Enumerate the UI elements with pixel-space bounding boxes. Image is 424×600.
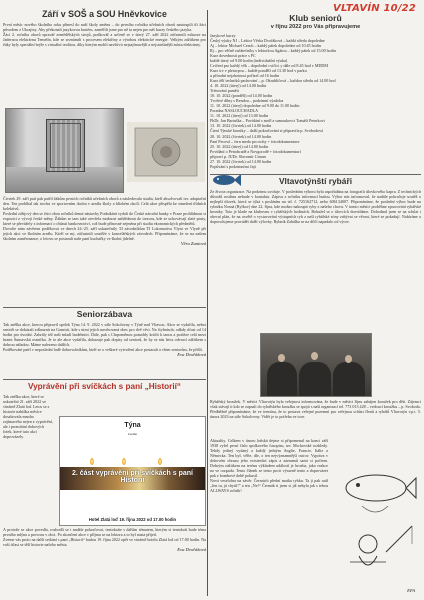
zari-article xyxy=(3,10,206,47)
rybari-paragraph-5: Nová veselohra na závěr. Čermách přední matka rybku. Ta ji pak radí „Jen tu, já chytil!” a ten „Ne!“ Čermák ti jsem si již nebyla jak s tebou ALLWAYS ročník! xyxy=(210,478,328,494)
klub-subtitle: v říjnu 2022 pro Vás připravujeme xyxy=(270,24,361,31)
klub-program-item: 11. 10. 2022 (úterý) dopoledne od 9.00 do 11.00 hodin xyxy=(210,103,300,109)
klub-program-item: Kurz dovednosti práce s PC xyxy=(210,52,256,58)
klub-program-item: 20. 10. 2022 (čtvrtek) od 14.00 hodin xyxy=(210,133,272,139)
rybari-signature: EFA xyxy=(407,588,415,593)
klub-program-item: Český výuky NJ – Lektor Věrka Dvořáková – každá středa dopoledne xyxy=(210,37,325,43)
zari-paragraph-4: Dovolte nám závěrem poděkovat ve dnech 24.-25. září uskutečnily 33 závodníkům TJ Lokomotiva Vlyni ve Vlyně při jejich akci ve školním areálu. Kteří se mj. zúčastnili soutěže v kancelářských závodech. Připomínáme, že se na našem školním zaměstnance, o letovu se postarali naše paní kuchařky ve školní jídelně. xyxy=(3,226,206,242)
vypraveni-signature: Eva Dvořáková xyxy=(177,547,206,553)
klub-program-item: Trénování paměti xyxy=(210,88,239,94)
seniorzabava-signature: Eva Dvořáková xyxy=(177,352,206,358)
klub-program-item: Povídání o Petrohradě a Novgorodě + fotodokumentací xyxy=(210,148,301,154)
klub-program-item: PhDr. Jan Bartuška – Povídání s mořl a samoukovci Tomáši Peterkovi xyxy=(210,118,325,124)
vypraveni-paragraph-3: Zveme vás proto na další setkání s paní „Historií“ budou 19. října 2022 opět ve vinárně hotelu Zlatá lod od 17:00 hodin. Na vaši účast se těší historie našeho města. xyxy=(3,537,206,548)
klub-program-item: Cvičení pro každý věk – dopolední cvičíci y dále od 8.45 hod v MDDM xyxy=(210,62,329,68)
seniorzabava-title: Seniorzábava xyxy=(76,308,133,319)
klub-program-item: Paní Pecová – fern medo pro nohy + fotodokumentace xyxy=(210,138,300,144)
vypraveni-article-cont xyxy=(3,527,206,552)
klub-program-item: Kurz tělí techniků pachování – p. Okruhličová – každou středu od 14.00 hod xyxy=(210,78,336,84)
rybari-article-cont xyxy=(210,399,421,419)
zari-paragraph-2: Žáci 2. ročníku oborů opravář zemědělských strojů, podkovář a určeně se v úterý 27. září 2022 zúčastnili exkurze na Jadernou elektrárnu Temelín, kde se seznámili s procesem elektřiny a výrobou elektrické energie. Velkým zážitkem pro žáky byly speciální brýle s virtuální realitou, díky kterým mohli navštívit nejzajímavější a nejstaršinější místa elektrárny. xyxy=(3,31,206,47)
klub-program-item: Aj – lektor Michael Ceach – každý pátek dopoledne od 10.45 hodin xyxy=(210,42,321,48)
zari-title: Září v SOŠ a SOU Hněvkovice xyxy=(42,9,167,19)
poster-band-text: 2. část vyprávění při svíčkách s paní Historií xyxy=(71,469,193,484)
klub-program-item: Poradna NASLOUCHADLA xyxy=(210,108,259,114)
klub-program-item: Popůvání s podzimními čaji xyxy=(210,163,256,169)
seniorzabava-paragraph-1: Tak znělka akce, kterou připravil spolek Týna 14. 9. 2022 v sále Sokolovny v Týně nad Vltavou. Akce se vydařila, nebot senioři se dokázali zdůraznit na Gomisti, kde s nimi jejich navrhovaná obec pro dvě věci. Na čtyřnásob, odkdy účast od 14 hodin pro úvodní. Zahrály též naši mladí hudebníci. Dále, pak s Chrpoměnou pomohly kráčit k tancu a posléze celá mezi hrami Šumavská osmička. Je to ale akce vydařila, dokazuje pak dopisy od seniorů, že by se nás letos odvrací zážitkem s dobrou náladou. Máme nalezeno dalších. xyxy=(3,322,206,348)
section-divider xyxy=(3,307,206,308)
rybari-article-cont2 xyxy=(210,438,328,494)
rybari-paragraph-1: Ze života organizace. Na podzimu uvoluje. V posledním výboru byla uspořádána na fotografii úlovkového kapra. Z technických důvodů rostlinu nebude v kontaktu. Zápisu z ročníku informací budou. Výbor nás informoval, že nadále pokračuje soutěž o nejlepší úlovek, která se týká s posláním nu tel. č. 725162712, nebo 606134007. Připomínáme, že poslední výbor bude na rybníku Nosná (Bylkov) dne 22. října, kde možno nakoupit ryby z našeho chovu. V tomto měsíci proběhne zpracování rybářské kroniky. Toto je klade na klubovnu v rybářských hodinách. Bohužel se o úlovcích dozvídáme. Dohodnul jsem se na schůzi i obecní plán, že na osvětě o vystavování výstupních ryb z naší rybářské zóny zabývat se věcmi, které se požadují. Nabízíme a doporučujeme provádět další výlovky. Rybník Zahálka se na dílčí napadalo od výrov. xyxy=(210,188,421,225)
rybari-paragraph-3: Předběžně připomínáme, že ve termínu, že to postava veřejné pozemní pro veřejnou schůzi členů a rybářů Vltavotýn v.p.t. 5. února 2023 na sále Sokolovny. Vidět je to potřeba ve toce. xyxy=(210,409,421,420)
poster-date: Hotel Zlatá loď 19. října 2022 od 17.00 hodin xyxy=(88,517,177,522)
fish-cartoon xyxy=(332,466,419,584)
zari-article-cont xyxy=(3,196,206,246)
zari-signature: Věra Zuntová xyxy=(180,241,206,247)
section-divider xyxy=(3,379,206,380)
klub-program-item: připraví p. JUDr. Slavomír Ciman xyxy=(210,153,266,159)
klub-program-item: Rj – pro věčně začátečníky s lektorkou Agátou – každý pátek od 15.00 hodin xyxy=(210,47,336,53)
rybari-paragraph-4: Aktuality. Celkem v únoru loňská dejme si připomenul na konci září 1938 vyšel první číslo spolkového časopisu, tzv. Mrchovské rozhledy. Tehdy jediný vydaný a každý jedným Anglie, Francie, Itálie a Německa. Ten byl, věřte, dle, o ten nejvýznamnější ostrov. Vypráva v dobovém obrazu jeho existenční zápis a záznamů sami si počtem. Dobrým zážitkem na terénu výkladem událostí je hrozba, jako reakce na ve rozpadu. Tento článek se tento pocit výrazně tento a doprovázet pak z bombové době pokusil. xyxy=(210,438,328,479)
vypraveni-paragraph-2: A protože se akce povedla, rozhodli se i nadále pokračovat, tentokráte s dalším tématem, kterým si tentokrát bude téma prvního mlýna a provozu v obci. Po skončení akce v příjmu se na lektora a to byl nasta přijetí. xyxy=(3,527,206,538)
fishing-club-photo xyxy=(260,333,372,397)
column-divider xyxy=(207,10,208,596)
zari-paragraph-3: Poslední zářijový den se žáci obou ročníků denní nástavby Podnikání vydali do České národní banky v Praze prohlídnout si expozici o vývoji české měny. Žákům se tam také otevřela možnost nahlédnout do trezoru, kde se uchovávají zlaté pruty, které se převážely z informací o oblasti bankovnictví, což bude přínosné zejména při studiu ekonomických předmětů. xyxy=(3,211,206,227)
klub-program-item: Čtení Týnské kroniky – další pokračování si připravila p. Svobodová xyxy=(210,128,323,134)
event-poster xyxy=(59,416,206,526)
vypraveni-title: Vyprávění při svíčkách s paní „Historií“ xyxy=(27,381,182,391)
klub-program-item: u přírodní nejzhotnost pořízel od 16 hodin xyxy=(210,72,280,78)
vault-photo xyxy=(5,108,124,193)
rybari-paragraph-2: Rybářský kroužek. V měsíci Vltavotýn byla veřejnost informována, že bude v měsíci říjnu zahájen kroužek pro děti. Zájemci však stávají ti kdo se zapsali do rybářského kroužku se spojit s naší organizací tel. 773 013 428 – vedoucí kroužku – p. Svoboda. xyxy=(210,399,421,410)
klub-program-item: každé úterý od 9.00 hodin (individuální výuka) xyxy=(210,57,288,63)
klub-program-item: Jazykové kurzy xyxy=(210,32,236,38)
klub-program-item: 27. 10. 2022 (čtvrtek) od 14.00 hodin xyxy=(210,158,272,164)
masthead: VLTAVÍN 10/22 xyxy=(333,3,416,14)
klub-article xyxy=(210,14,421,169)
rybari-article xyxy=(210,172,421,224)
klub-program-item: Tvořivé dílny s Rendou – podzimní výzdoba xyxy=(210,98,284,104)
poster-title: Týna xyxy=(124,422,141,429)
klub-program-item: 25. 10. 2022 (úterý) od 14.00 hodin xyxy=(210,143,269,149)
klub-program-item: 10. 10. 2022 (pondělí) od 14.00 hodin xyxy=(210,93,273,99)
klub-program-item: 11. 10. 2022 (úterý) od 13.00 hodin xyxy=(210,113,269,119)
klub-program-item: 4. 10. 2022 (úterý) od 14.00 hodin xyxy=(210,83,267,89)
zari-paragraph-1: První měsíc nového školního roku přinesl do naší školy změnu – do prvního ročníku učebních oborů nastoupili tři žáci původem z Ukrajiny. Aby překonali jazykovou bariéru, zaměřili jsme pro ně ta nejen pro náš kurzy českého jazyka. xyxy=(3,21,206,32)
decorative-image xyxy=(127,122,205,182)
vault-caption: Čtvrtek 29. září patí pak patřil žákům prvních ročníků učebních oborů a následovala studia, kteří absolvovali tzv. adaptační den. Ten probíhal tak trochu ve sportovním duchu v areálu školy a blízkém okolí. Celá akce přispěla ke stmelení třídních kolektivů. xyxy=(3,196,206,212)
klub-title: Klub seniorů xyxy=(289,13,342,23)
klub-program-list xyxy=(210,33,421,169)
seniorzabava-article xyxy=(3,305,206,357)
vypraveni-paragraph-1: Tak znělka akce, které se uskuteční 21. září 2022 ve vinárně Zlatá lod. Letos se z historie nabídka měsíce dosahovala mnoho zajímavého nejen z vyprávění, ale i promítání dobových fotek, které tuto akci doprovázely. xyxy=(3,393,54,439)
rybari-title: Vltavotýnští rybáři xyxy=(278,175,353,186)
klub-program-item: 13. 10. 2022 (čtvrtek) od 14.00 hodin xyxy=(210,123,272,129)
klub-program-item: Kurz trv v pletacpou – každé pondělí od 13.30 hod v parku xyxy=(210,67,307,73)
section-divider xyxy=(210,174,421,175)
seniorzabava-paragraph-2: Poděkování patří v neposlední řadě dobrovolníkům, kteří se o veškeré vytvoření akce postarali a všem seniorům, že přišli. xyxy=(3,347,203,353)
poster-subtitle: zveme xyxy=(127,432,138,436)
